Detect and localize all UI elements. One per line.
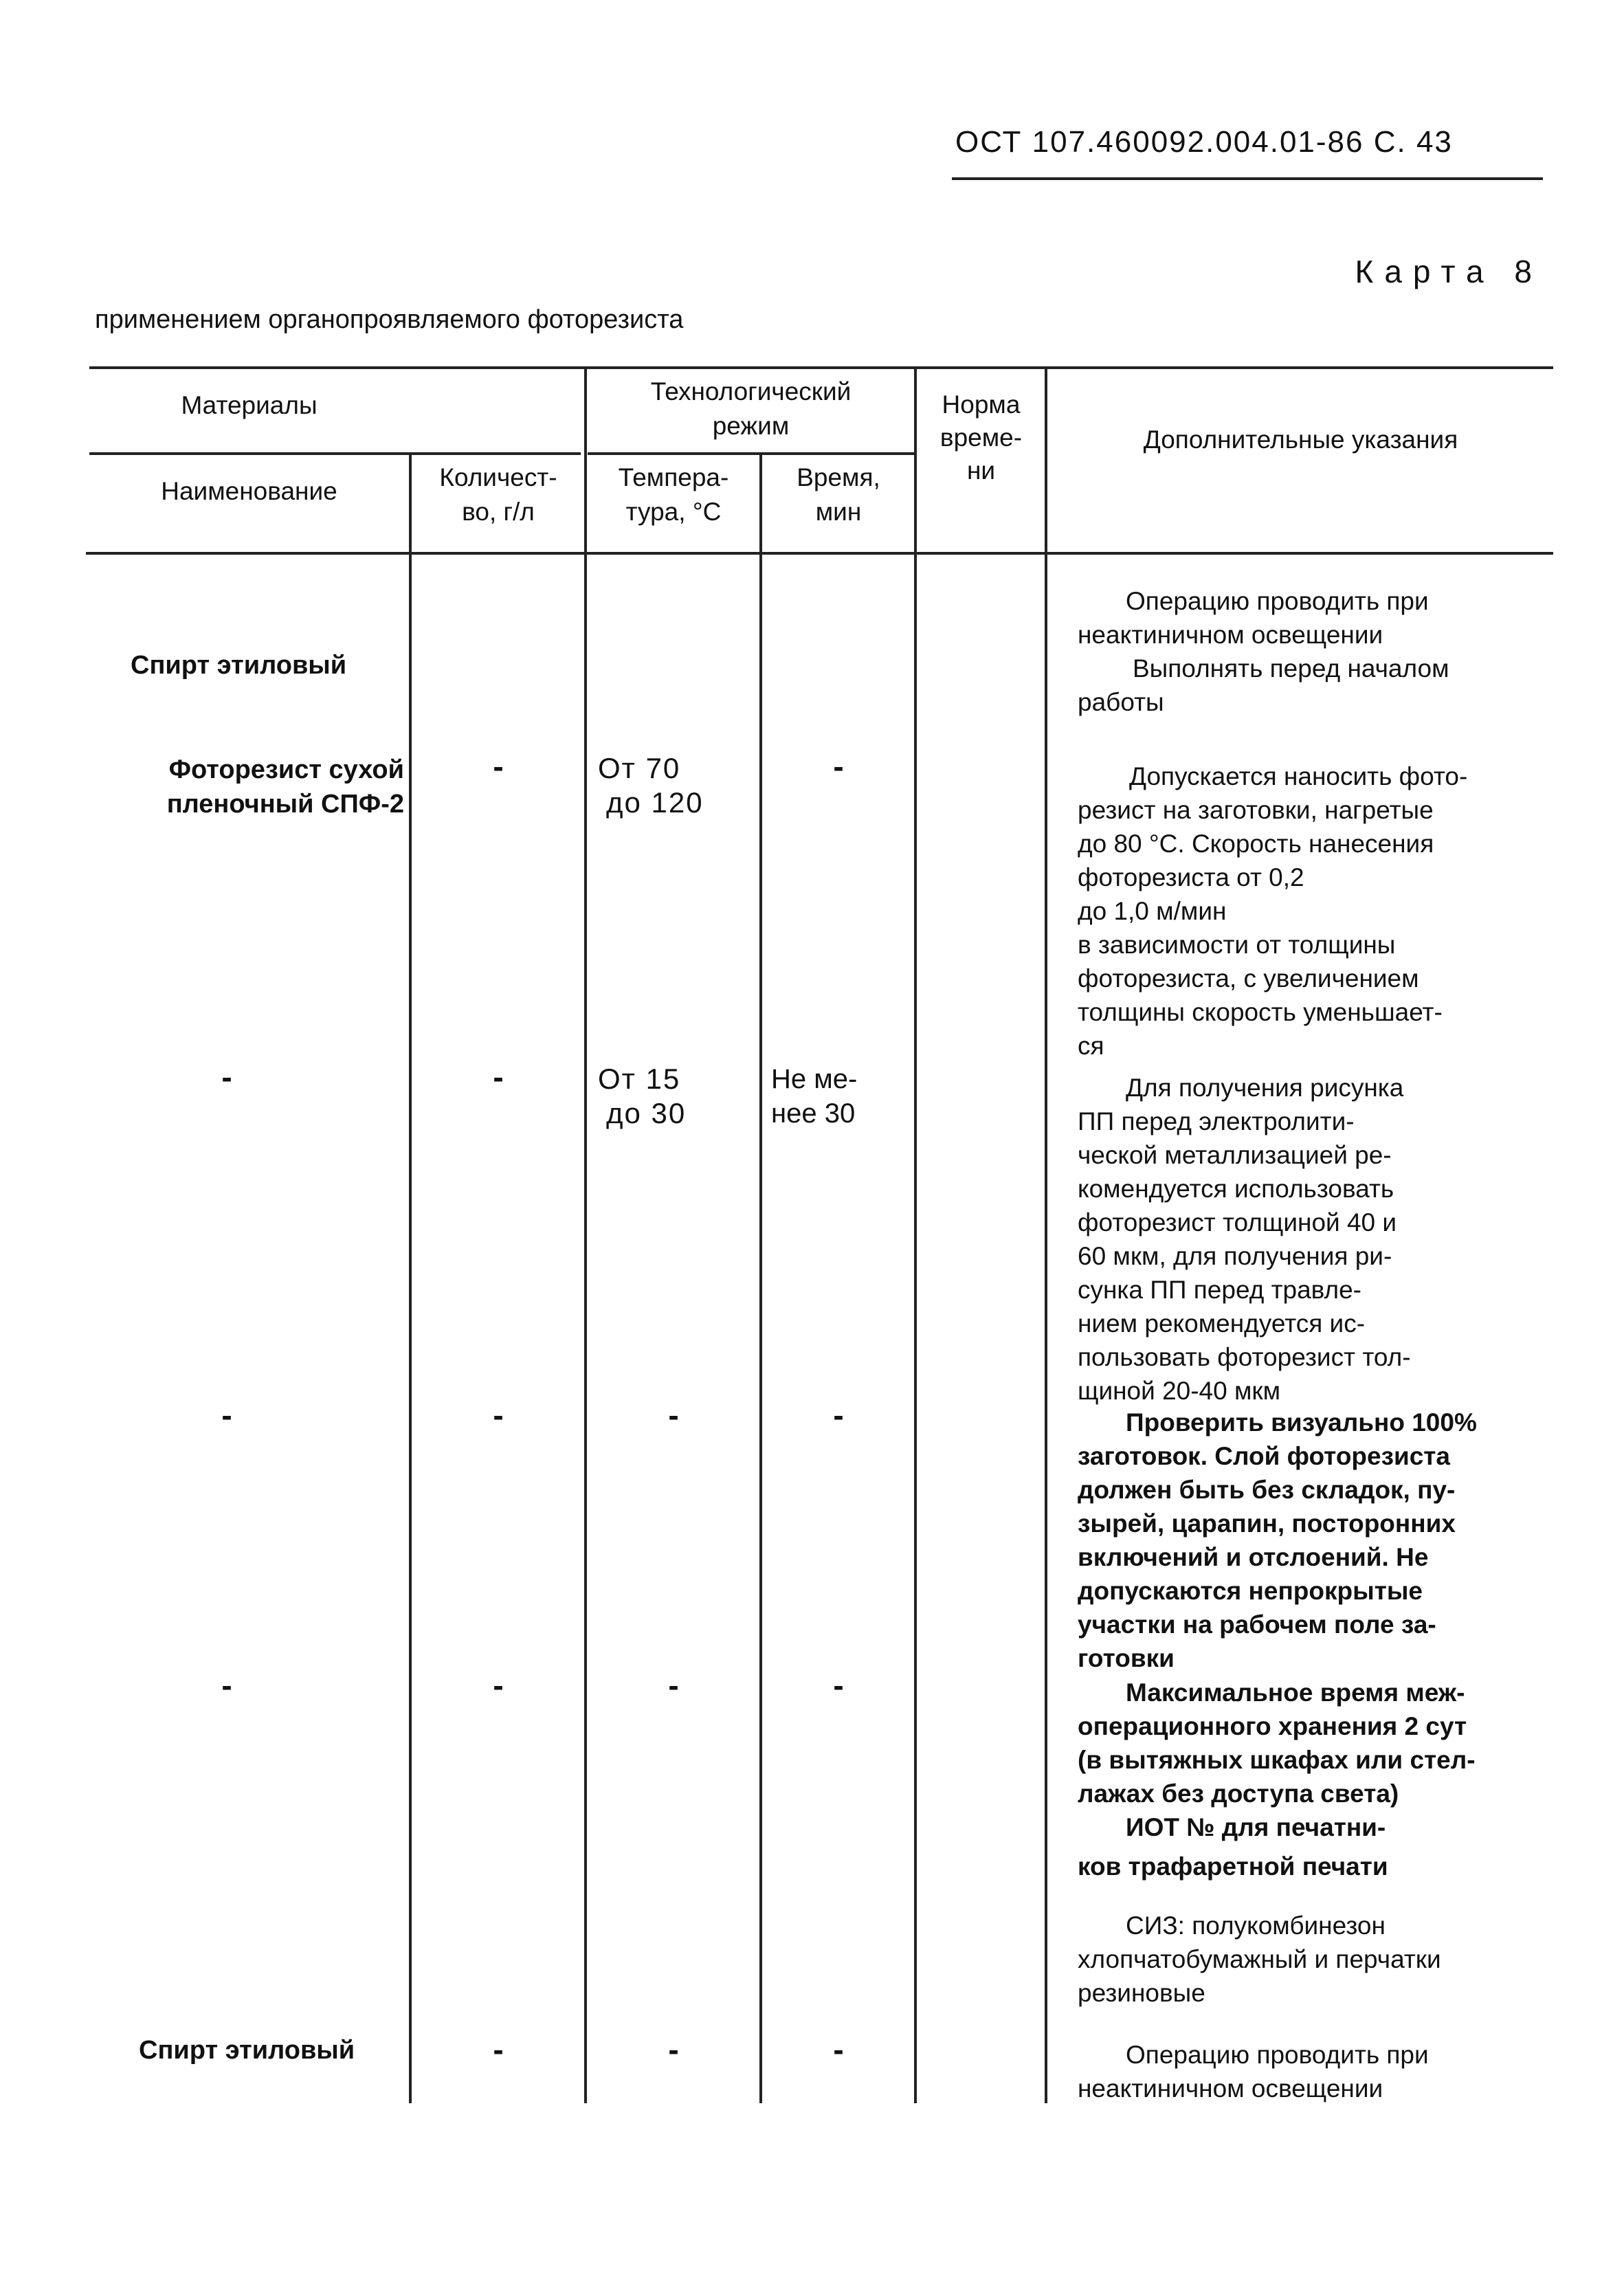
row5-note-line4: лажах без доступа света)	[1078, 1779, 1399, 1808]
row4-note-line8: готовки	[1078, 1644, 1175, 1672]
row4-time: -	[833, 1397, 844, 1433]
row5-notes	[1078, 1676, 1552, 1883]
row3-time-line1: Не ме-	[771, 1064, 858, 1094]
page-subtitle: применением органопроявляемого фоторезиста	[95, 305, 684, 334]
row3-note-line7: сунка ПП перед травле-	[1078, 1276, 1361, 1304]
row3-temp	[598, 1062, 686, 1131]
header-qty-line1: Количест-	[439, 463, 557, 491]
row3-note-line3: ческой металлизацией ре-	[1078, 1141, 1392, 1169]
col-divider-temp	[759, 454, 762, 2103]
row4-notes	[1078, 1406, 1552, 1675]
row2-temp	[598, 751, 704, 820]
row4-name: -	[221, 1397, 232, 1433]
header-extra: Дополнительные указания	[1143, 425, 1458, 454]
header-temp-line2: тура, °С	[625, 498, 722, 526]
row4-note-line3: должен быть без складок, пу-	[1078, 1476, 1456, 1504]
row1-note-line1: Операцию проводить при	[1126, 587, 1429, 615]
row3-note-line8: нием рекомендуется ис-	[1078, 1309, 1366, 1338]
row2-name-line2: пленочный СПФ-2	[166, 790, 404, 819]
row5-temp: -	[668, 1667, 679, 1703]
row5-note-line1: Максимальное время меж-	[1126, 1678, 1465, 1707]
header-norm	[917, 388, 1045, 487]
row2-note-line5: до 1,0 м/мин	[1078, 897, 1227, 925]
document-code: ОСТ 107.460092.004.01-86 С. 43	[955, 125, 1453, 159]
row5-note-line6: ков трафаретной печати	[1078, 1852, 1388, 1881]
row1-note-line2: неактиничном освещении	[1078, 621, 1383, 649]
row4-note-line2: заготовок. Слой фоторезиста	[1078, 1442, 1451, 1470]
header-tech-mode-line1: Технологический	[650, 377, 852, 406]
row3-note-line5: фоторезист толщиной 40 и	[1078, 1208, 1397, 1237]
row2-note-line6: в зависимости от толщины	[1078, 931, 1396, 959]
row2-temp-line2: до 120	[606, 786, 704, 819]
header-norm-line1: Норма	[942, 390, 1021, 419]
card-number: Карта 8	[1355, 254, 1543, 289]
row1-notes	[1078, 584, 1552, 719]
col-divider-time	[914, 368, 917, 2103]
header-bottom-rule	[86, 552, 1553, 555]
col-divider-name	[409, 454, 412, 2103]
row5-name: -	[221, 1667, 232, 1703]
header-temp	[588, 461, 759, 529]
table-top-rule	[89, 366, 1553, 369]
header-materials: Материалы	[181, 391, 318, 419]
row3-temp-line2: до 30	[606, 1097, 687, 1129]
row4-note-line5: включений и отслоений. Не	[1078, 1543, 1429, 1571]
header-norm-line2: време-	[939, 423, 1023, 452]
row5-qty: -	[493, 1667, 504, 1703]
row3-note-line2: ПП перед электролити-	[1078, 1107, 1355, 1135]
row3-notes	[1078, 1071, 1552, 1408]
row3-temp-line1: От 15	[598, 1063, 681, 1095]
row4-note-line4: зырей, царапин, посторонних	[1078, 1509, 1456, 1538]
row3-name: -	[221, 1059, 232, 1095]
row6-qty: -	[493, 2032, 504, 2067]
row5-siz-line2: хлопчатобумажный и перчатки	[1078, 1945, 1441, 1973]
row3-time-line2: нее 30	[771, 1098, 856, 1129]
row3-qty: -	[493, 1059, 504, 1095]
row6-name: Спирт этиловый	[139, 2036, 355, 2065]
header-qty-line2: во, г/л	[462, 498, 535, 526]
row2-temp-line1: От 70	[598, 752, 681, 784]
row3-note-line10: щиной 20-40 мкм	[1078, 1377, 1281, 1405]
row1-name: Спирт этиловый	[131, 651, 347, 680]
header-time-line1: Время,	[797, 463, 880, 491]
techmode-sub-rule	[588, 452, 914, 455]
row2-note-line1: Допускается наносить фото-	[1129, 762, 1468, 790]
row5-siz	[1078, 1909, 1552, 2010]
row5-siz-line1: СИЗ: полукомбинезон	[1126, 1911, 1386, 1940]
row5-note-line5: ИОТ № для печатни-	[1126, 1813, 1386, 1841]
row2-note-line2: резист на заготовки, нагретые	[1078, 796, 1434, 824]
header-temp-line1: Темпера-	[618, 463, 729, 491]
row3-note-line9: пользовать фоторезист тол-	[1078, 1343, 1411, 1371]
header-time	[763, 461, 914, 529]
header-underline	[952, 177, 1543, 180]
row3-time	[771, 1062, 857, 1131]
row2-note-line9: ся	[1078, 1032, 1104, 1060]
row6-time: -	[833, 2032, 844, 2067]
row4-note-line7: участки на рабочем поле за-	[1078, 1610, 1436, 1639]
row1-note-line3: Выполнять перед началом	[1133, 654, 1449, 683]
row2-notes	[1078, 759, 1552, 1063]
header-norm-line3: ни	[966, 456, 996, 485]
row6-notes	[1078, 2038, 1552, 2105]
row5-note-line2: операционного хранения 2 сут	[1078, 1712, 1467, 1740]
row2-note-line8: толщины скорость уменьшает-	[1078, 998, 1443, 1026]
row6-note-line2: неактиничном освещении	[1078, 2074, 1383, 2103]
row2-note-line3: до 80 °С. Скорость нанесения	[1078, 830, 1434, 858]
row2-qty: -	[493, 749, 504, 784]
materials-sub-rule	[89, 452, 581, 455]
row2-name	[89, 753, 404, 821]
header-qty	[412, 461, 584, 529]
row3-note-line4: комендуется использовать	[1078, 1175, 1394, 1203]
row4-note-line1: Проверить визуально 100%	[1126, 1408, 1477, 1437]
row2-note-line7: фоторезиста, с увеличением	[1078, 964, 1419, 993]
col-divider-qty	[584, 368, 587, 2103]
row2-note-line4: фоторезиста от 0,2	[1078, 863, 1304, 891]
row5-note-line3: (в вытяжных шкафах или стел-	[1078, 1746, 1476, 1774]
col-divider-norm	[1045, 368, 1047, 2103]
row3-note-line1: Для получения рисунка	[1126, 1074, 1404, 1102]
row4-qty: -	[493, 1397, 504, 1433]
row3-note-line6: 60 мкм, для получения ри-	[1078, 1242, 1392, 1270]
row4-note-line6: допускаются непрокрытые	[1078, 1577, 1423, 1605]
row2-time: -	[833, 749, 844, 784]
row2-name-line1: Фоторезист сухой	[168, 755, 404, 784]
header-tech-mode	[588, 375, 914, 443]
row1-note-line4: работы	[1078, 688, 1164, 716]
header-time-line2: мин	[815, 498, 862, 526]
header-name: Наименование	[161, 477, 337, 505]
row5-time: -	[833, 1667, 844, 1703]
row5-siz-line3: резиновые	[1078, 1979, 1205, 2007]
row6-temp: -	[668, 2032, 679, 2067]
header-tech-mode-line2: режим	[712, 412, 790, 440]
row4-temp: -	[668, 1397, 679, 1433]
row6-note-line1: Операцию проводить при	[1126, 2041, 1429, 2069]
